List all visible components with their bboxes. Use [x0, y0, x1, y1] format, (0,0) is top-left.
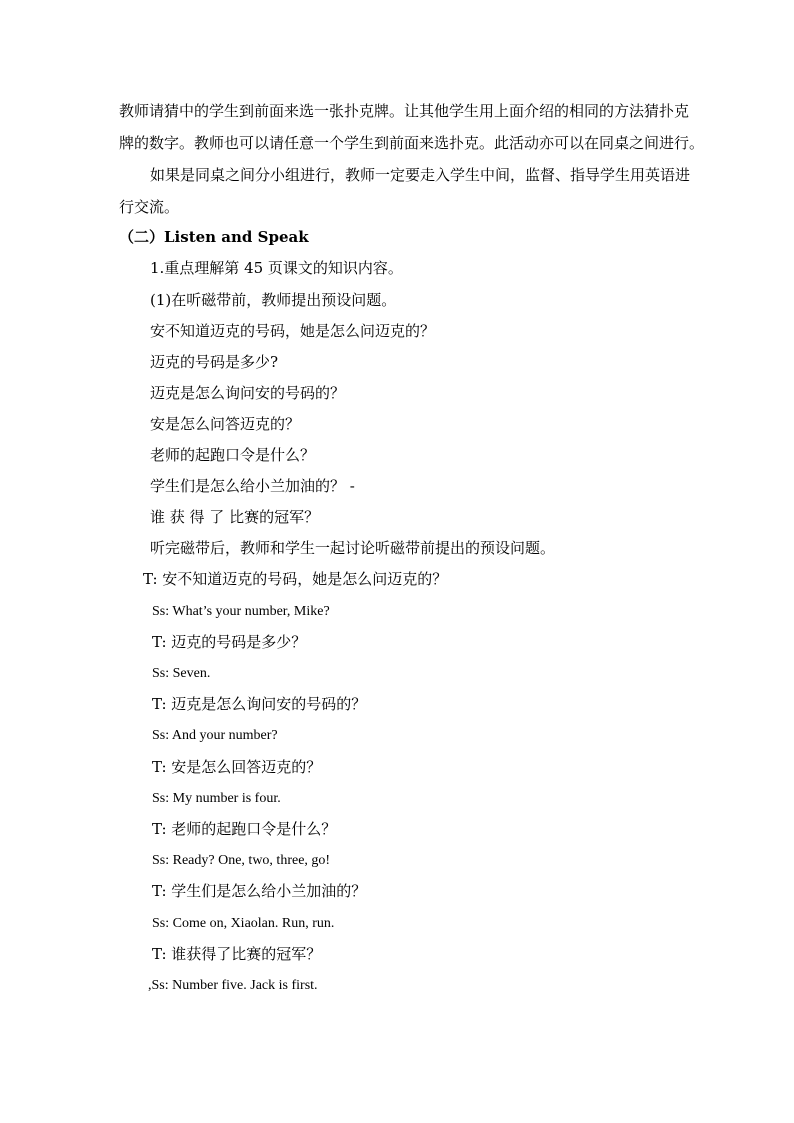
dialogue-students-line: Ss: Seven.	[152, 666, 211, 681]
question-6: 学生们是怎么给小兰加油的？ -	[150, 477, 355, 495]
question-4: 安是怎么问答迈克的？	[150, 415, 301, 433]
after-listening-text: 听完磁带后，教师和学生一起讨论听磁带前提出的预设问题。	[150, 539, 556, 557]
question-5: 老师的起跑口令是什么？	[150, 446, 316, 464]
dialogue-students-line: Ss: Ready? One, two, three, go!	[152, 853, 331, 868]
sub-point-1: (1)在听磁带前，教师提出预设问题。	[150, 291, 397, 309]
intro-line-1: 教师请猜中的学生到前面来选一张扑克牌。让其他学生用上面介绍的相同的方法猜扑克	[119, 102, 690, 120]
dialogue-students-line: Ss: What’s your number, Mike?	[152, 604, 330, 619]
intro-line-2: 牌的数字。教师也可以请任意一个学生到前面来选扑克。此活动亦可以在同桌之间进行。	[119, 134, 705, 152]
intro-line-4: 行交流。	[119, 198, 180, 216]
question-2: 迈克的号码是多少?	[150, 353, 279, 371]
dialogue-students-line: Ss: Come on, Xiaolan. Run, run.	[152, 916, 335, 931]
dialogue-teacher-line: T: 迈克的号码是多少？	[152, 633, 307, 651]
section-heading: （二）Listen and Speak	[119, 228, 309, 246]
dialogue-teacher-line: T: 谁获得了比赛的冠军？	[152, 945, 322, 963]
point-1: 1.重点理解第 45 页课文的知识内容。	[150, 259, 403, 277]
dialogue-students-line: Ss: And your number?	[152, 728, 278, 743]
dialogue-teacher-line: T: 学生们是怎么给小兰加油的？	[152, 882, 367, 900]
question-7: 谁 获 得 了 比赛的冠军？	[150, 508, 320, 526]
dialogue-teacher-line: T: 老师的起跑口令是什么？	[152, 820, 337, 838]
dialogue-teacher-line: T: 安是怎么回答迈克的？	[152, 758, 322, 776]
question-3: 迈克是怎么询问安的号码的？	[150, 384, 346, 402]
dialogue-students-line: Ss: My number is four.	[152, 791, 281, 806]
question-1: 安不知道迈克的号码，她是怎么问迈克的？	[150, 322, 436, 340]
dialogue-teacher-line: T: 安不知道迈克的号码，她是怎么问迈克的？	[143, 570, 448, 588]
dialogue-teacher-line: T: 迈克是怎么询问安的号码的？	[152, 695, 367, 713]
dialogue-students-line: ,Ss: Number five. Jack is first.	[148, 978, 318, 993]
intro-line-3: 如果是同桌之间分小组进行，教师一定要走入学生中间，监督、指导学生用英语进	[150, 166, 691, 184]
